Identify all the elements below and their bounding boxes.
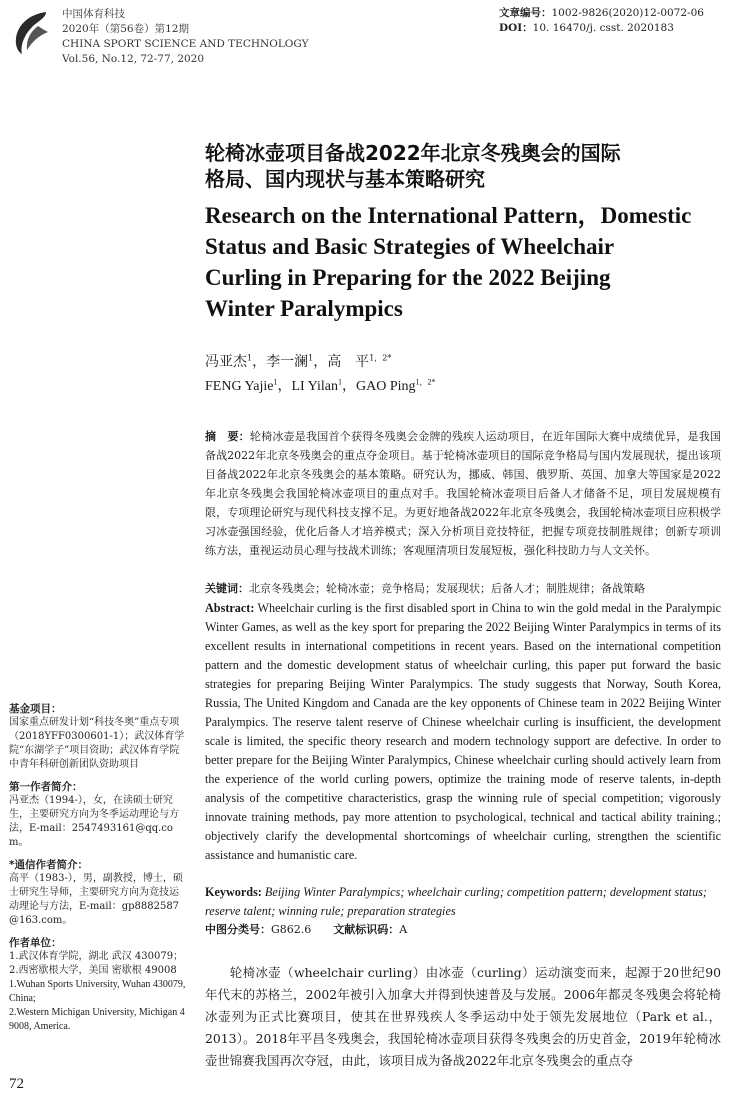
author-name: LI Yilan — [291, 379, 338, 394]
classification — [205, 922, 407, 938]
author-name: 高 平 — [327, 354, 370, 370]
unit-en: 2.Western Michigan University, Michigan 49008, America. — [9, 1007, 185, 1032]
sidebar-notes — [9, 702, 187, 1034]
page-number: 72 — [9, 1076, 24, 1092]
author-name: 冯亚杰 — [205, 354, 247, 370]
author-sep: ， — [252, 354, 267, 370]
unit-en: 1.Wuhan Sports University, Wuhan 430079, China; — [9, 979, 186, 1004]
abstract-cn-label: 摘 要： — [205, 430, 250, 443]
journal-logo-icon — [8, 6, 58, 56]
fund-heading: 基金项目： — [9, 703, 62, 715]
abstract-cn — [205, 427, 721, 560]
author-aff: 1 — [338, 377, 342, 387]
doi-label: DOI： — [499, 22, 533, 34]
title-en — [205, 200, 730, 324]
unit-cn: 1.武汉体育学院，湖北 武汉 430079； — [9, 951, 184, 962]
author-sep: ， — [277, 379, 292, 394]
journal-name-cn: 中国体育科技 — [62, 8, 125, 20]
doc-code-label: 文献标识码： — [333, 923, 400, 936]
author-name: GAO Ping — [356, 379, 416, 394]
abstract-cn-text: 轮椅冰壶是我国首个获得冬残奥会金牌的残疾人运动项目，在近年国际大赛中成绩优异，是我国备战2022年北京冬残奥会的重点夺金项目。基于轮椅冰壶项目的国际竞争格局与国内发展现状，提出该项目备战2022年北京冬残奥会的基本策略。研究认为，挪威、韩国、俄罗斯、英国、加拿大等国家是2022年北京冬残奥会我国轮椅冰壶项目的重点对手。我国轮椅冰壶项目后备人才储备不足，项目发展规模有限，专项理论研究与现代科技支撑不足。为更好地备战2022年北京冬残奥会，我国轮椅冰壶项目应积极学习冰壶强国经验，优化后备人才培养模式；深入分析项目竞技特征，把握专项竞技制胜规律；创新专项训练方法，重视运动员心理与技战术训练；客观厘清项目发展短板，强化科技助力与人文关怀。 — [205, 430, 721, 557]
corresponding-author-text: 高平（1983-），男，副教授，博士，硕士研究生导师，主要研究方向为竞技运动理论与方法，E-mail：gp8882587@163.com。 — [9, 873, 183, 926]
title-en-line: Research on the International Pattern，Domestic — [205, 203, 692, 228]
clc-label: 中图分类号： — [205, 923, 271, 936]
keywords-en-text: Beijing Winter Paralympics; wheelchair curling; competition pattern; development status; reserve talent; winning rule; preparation strategies — [205, 885, 707, 918]
author-aff: 1 — [308, 353, 314, 363]
title-en-line: Curling in Preparing for the 2022 Beijing — [205, 265, 611, 290]
doi-value: 10. 16470/j. csst. 2020183 — [532, 22, 674, 34]
article-info — [499, 6, 734, 36]
author-name: FENG Yajie — [205, 379, 274, 394]
clc-value: G862.6 — [271, 923, 312, 936]
keywords-cn-text: 北京冬残奥会；轮椅冰壶；竞争格局；发展现状；后备人才；制胜规律；备战策略 — [249, 582, 645, 595]
keywords-en — [205, 883, 721, 921]
title-cn — [205, 140, 725, 192]
article-no: 1002-9826(2020)12-0072-06 — [551, 7, 704, 19]
author-sep: ， — [342, 379, 356, 394]
author-aff: 1，2* — [415, 377, 436, 387]
title-en-line: Status and Basic Strategies of Wheelchair — [205, 234, 615, 259]
author-sep: ， — [313, 354, 328, 370]
keywords-en-label: Keywords: — [205, 885, 262, 899]
authors-cn — [205, 352, 391, 372]
author-aff: 1 — [247, 353, 253, 363]
body-text — [205, 962, 721, 1072]
journal-name-en: CHINA SPORT SCIENCE AND TECHNOLOGY — [62, 38, 309, 50]
corresponding-author-heading: *通信作者简介： — [9, 859, 88, 871]
title-en-line: Winter Paralympics — [205, 296, 403, 321]
unit-cn: 2.西密歇根大学，美国 密歇根 49008 — [9, 965, 177, 976]
title-cn-line: 格局、国内现状与基本策略研究 — [205, 167, 485, 191]
journal-issue-cn: 2020年（第56卷）第12期 — [62, 23, 189, 35]
keywords-cn — [205, 579, 721, 598]
journal-volume: Vol.56, No.12, 72-77, 2020 — [62, 53, 205, 65]
abstract-en — [205, 599, 721, 865]
doc-code-value: A — [399, 923, 408, 936]
first-author-heading: 第一作者简介： — [9, 781, 83, 793]
abstract-en-label: Abstract: — [205, 601, 255, 615]
body-paragraph: 轮椅冰壶（wheelchair curling）由冰壶（curling）运动演变而来，起源于20世纪90年代末的苏格兰，2002年被引入加拿大并得到快速普及与发展。2006年都灵冬残奥会将轮椅冰壶列为正式比赛项目，使其在世界残疾人冬季运动中处于领先发展地位（Park et al.，2013）。2018年平昌冬残奥会，我国轮椅冰壶项目获得冬残奥会的历史首金，2019年轮椅冰壶世锦赛我国再次夺冠，由此，该项目成为备战2022年北京冬残奥会的重点夺 — [205, 965, 721, 1068]
first-author-text: 冯亚杰（1994-），女，在读硕士研究生，主要研究方向为冬季运动理论与方法，E-mail：2547493161@qq.com。 — [9, 795, 179, 848]
authors-en — [205, 377, 436, 397]
journal-info — [62, 7, 309, 67]
author-aff: 1，2* — [369, 353, 392, 363]
keywords-cn-label: 关键词： — [205, 582, 249, 595]
title-cn-line: 轮椅冰壶项目备战2022年北京冬残奥会的国际 — [205, 141, 621, 165]
article-no-label: 文章编号： — [499, 7, 552, 19]
author-name: 李一澜 — [266, 354, 309, 370]
abstract-en-text: Wheelchair curling is the first disabled sport in China to win the gold medal in the Paralympic Winter Games, as well as the key sport for preparing the 2022 Beijing Winter Paralympics in terms of its excellent results in international competitions in recent years. Based on the international competition pattern and the domestic development status of wheelchair curling, this paper put forward the basic strategies for preparing Beijing Winter Paralympics. The study suggests that Norway, South Korea, Russia, The United Kingdom and Canada are the key opponents of Chinese team in 2022 Beijing Winter Paralympics. The reserve talent reserve of Chinese wheelchair curling is insufficient, the development scale is limited, the specific theory research and modern technology support are defective. In order to better prepare for the Beijing Winter Paralympics, Chinese wheelchair curling should actively learn from the experience of the world curling powers, optimize the training mode of reserve talents, in-depth analysis of the competitive characteristics, grasp the winning rule of special competition; vigorously innovate training methods, pay more attention to psychological, technical and tactical ability training.; objectively clarify the developmental shortcomings of wheelchair curling, strengthen the scientific assistance and humanistic care. — [205, 601, 721, 862]
fund-text: 国家重点研发计划“科技冬奥”重点专项（2018YFF0300601-1）；武汉体育学院“东湖学子”项目资助；武汉体育学院中青年科研创新团队资助项目 — [9, 717, 185, 770]
units-heading: 作者单位： — [9, 937, 62, 949]
author-aff: 1 — [273, 377, 278, 387]
